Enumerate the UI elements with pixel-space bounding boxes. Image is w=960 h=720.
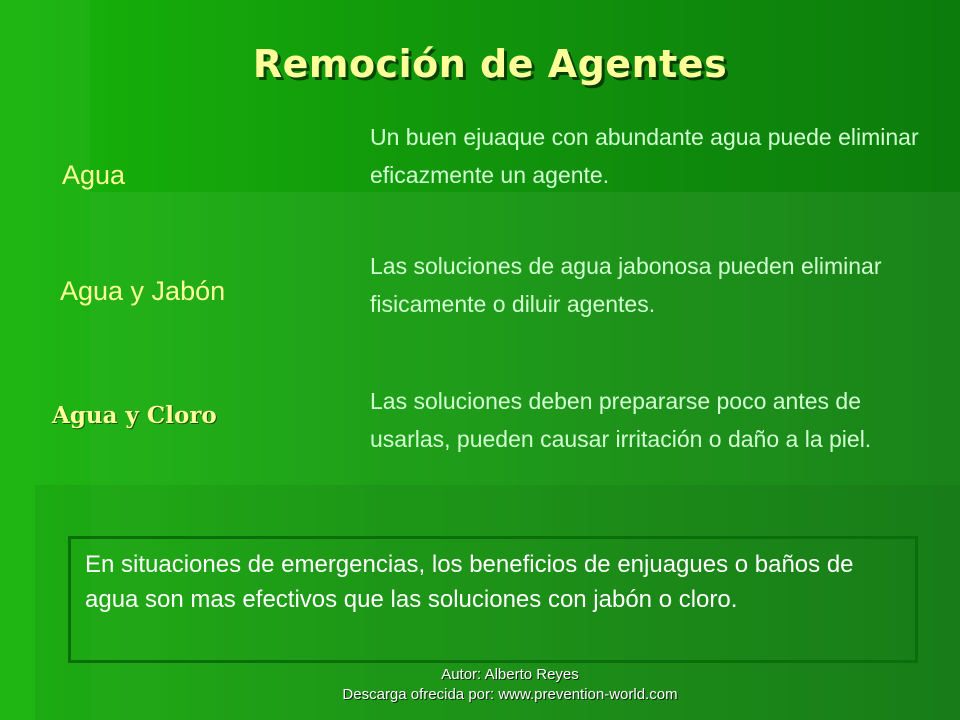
- row-description-agua-y-jabon: Las soluciones de agua jabonosa pueden eliminar fisicamente o diluir agentes.: [370, 253, 882, 317]
- slide-title: Remoción de Agentes: [252, 42, 728, 86]
- row-description-agua-y-cloro: Las soluciones deben prepararse poco antes de usarlas, pueden causar irritación o daño a la piel.: [370, 388, 872, 452]
- footer-download-credit: Descarga ofrecida por: www.prevention-world.com: [342, 686, 678, 703]
- emergency-note-box: En situaciones de emergencias, los beneficios de enjuagues o baños de agua son mas efectivos que las soluciones con jabón o cloro.: [68, 536, 918, 663]
- row-description-agua: Un buen ejuaque con abundante agua puede eliminar eficazmente un agente.: [370, 124, 919, 188]
- footer-author: Autor: Alberto Reyes: [441, 666, 579, 683]
- row-label-agua: Agua: [62, 160, 126, 190]
- row-label-agua-y-jabon: Agua y Jabón: [60, 276, 226, 306]
- row-label-agua-y-cloro: Agua y Cloro: [52, 402, 217, 429]
